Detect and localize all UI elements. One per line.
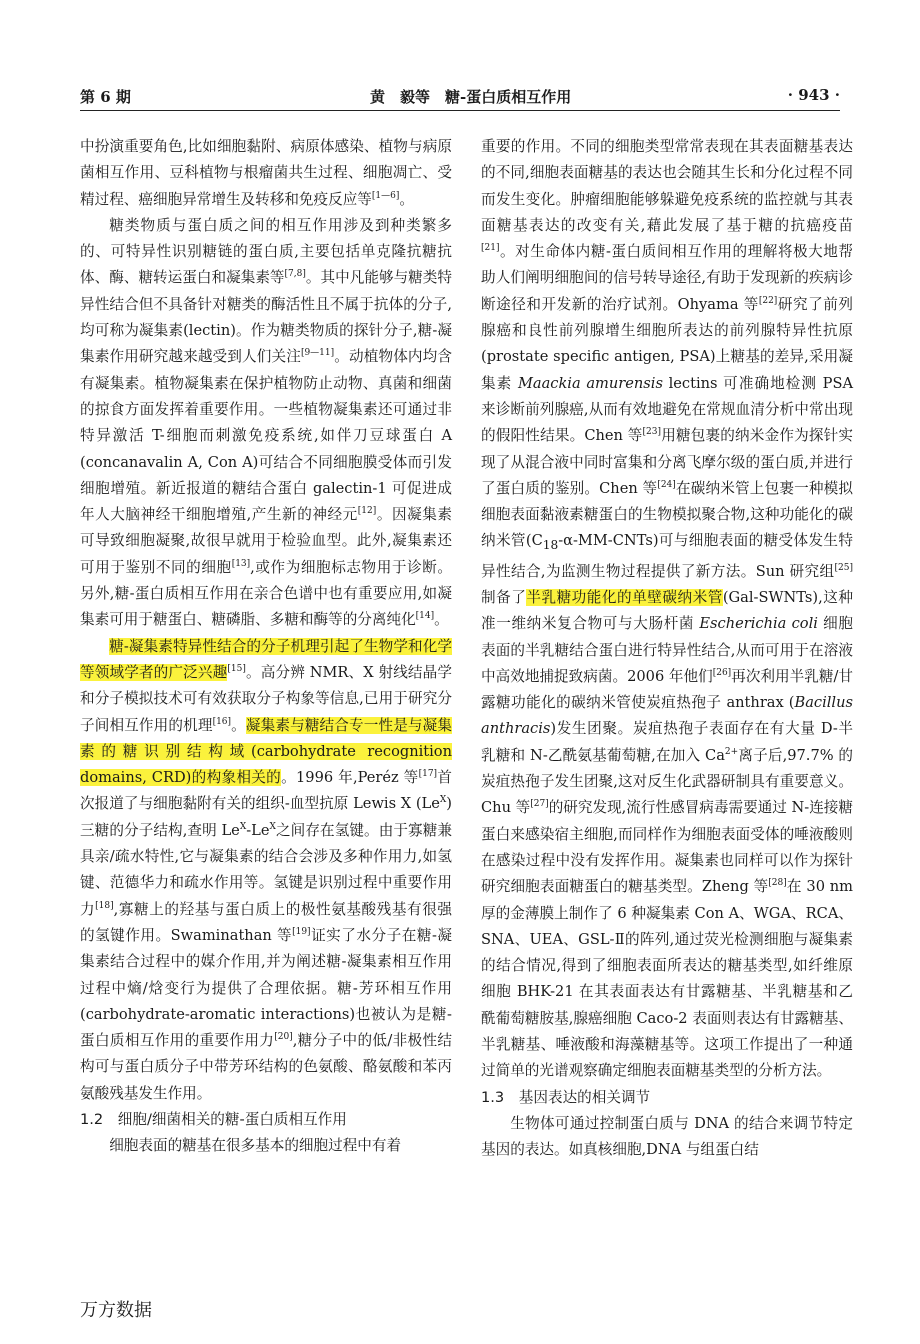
paragraph: 细胞表面的糖基在很多基本的细胞过程中有着 — [109, 1137, 402, 1155]
page-number: · 943 · — [787, 86, 840, 104]
citation[interactable]: [1—6] — [371, 190, 400, 201]
header-rule — [80, 110, 840, 111]
citation[interactable]: [19] — [292, 926, 311, 937]
citation[interactable]: [15] — [227, 663, 246, 674]
citation[interactable]: [7,8] — [284, 269, 306, 280]
citation[interactable]: [24] — [657, 479, 676, 490]
section-heading: 1.3 基因表达的相关调节 — [481, 1088, 651, 1106]
running-header — [80, 86, 840, 108]
running-title: 黄 毅等 糖-蛋白质相互作用 — [370, 88, 572, 106]
highlighted-text: 半乳糖功能化的单壁碳纳米管 — [526, 588, 723, 606]
watermark-text: 万方数据 — [80, 1300, 152, 1321]
citation[interactable]: [21] — [481, 243, 500, 254]
citation[interactable]: [12] — [357, 506, 377, 517]
citation[interactable]: [23] — [642, 427, 662, 438]
citation[interactable]: [28] — [768, 878, 787, 889]
citation[interactable]: [27] — [530, 799, 549, 810]
left-column — [80, 134, 452, 1160]
paragraph: 糖类物质与蛋白质之间的相互作用涉及到种类繁多的、可特异性识别糖链的蛋白质,主要包括单克隆抗糖抗体、酶、糖转运蛋白和凝集素等[7,8]。其中凡能够与糖类特异性结合但不具备针对糖类的酶活性且不属于抗体的分子,均可称为凝集素(lectin)。作为糖类物质的探针分子,糖-凝集素作用研究越来越受到人们关注[9—11]。动植物体内均含有凝集素。植物凝集素在保护植物防止动物、真菌和细菌的掠食方面发挥着重要作用。一些植物凝集素还可通过非特异激活 T-细胞而刺激免疫系统,如伴刀豆球蛋白 A (concanavalin A, Con A)可结合不同细胞膜受体而引发细胞增殖。新近报道的糖结合蛋白 galectin-1 可促进成年人大脑神经干细胞增殖,产生新的神经元[12]。因凝集素可导致细胞凝聚,故很早就用于检验血型。此外,凝集素还可用于鉴别不同的细胞[13],或作为细胞标志物用于诊断。另外,糖-蛋白质相互作用在亲合色谱中也有重要应用,如凝集素可用于糖蛋白、糖磷脂、多糖和酶等的分离纯化[14]。 — [80, 216, 452, 629]
citation[interactable]: [13] — [231, 558, 251, 569]
paragraph: 生物体可通过控制蛋白质与 DNA 的结合来调节特定基因的表达。如真核细胞,DNA 与组蛋白结 — [481, 1114, 853, 1159]
issue-number: 第 6 期 — [80, 88, 131, 106]
citation[interactable]: [17] — [418, 769, 438, 780]
citation[interactable]: [18] — [95, 900, 114, 911]
citation[interactable]: [20] — [274, 1032, 293, 1043]
citation[interactable]: [9—11] — [300, 348, 335, 359]
paragraph: 糖-凝集素特异性结合的分子机理引起了生物学和化学等领域学者的广泛兴趣[15]。高分辨 NMR、X 射线结晶学和分子模拟技术可有效获取分子构象等信息,已用于研究分子间相互作用的机理[16]。凝集素与糖结合专一性是与凝集素的糖识别结构域(carbohydrate recognition domains, CRD)的构象相关的。1996 年,Peréz 等[17]首次报道了与细胞黏附有关的组织-血型抗原 Lewis X $(Le^X)$三糖的分子结构,查明 $Le^X-Le^X$之间存在氢键。由于寡糖兼具亲/疏水特性,它与凝集素的结合会涉及多种作用力,如氢键、范德华力和疏水作用等。氢键是识别过程中重要作用力[18],寡糖上的羟基与蛋白质上的极性氨基酸残基有很强的氢键作用。Swaminathan 等[19]证实了水分子在糖-凝集素结合过程中的媒介作用,并为阐述糖-凝集素相互作用过程中熵/焓变行为提供了合理依据。糖-芳环相互作用(carbohydrate-aromatic interactions)也被认为是糖-蛋白质相互作用的重要作用力[20],糖分子中的低/非极性结构可与蛋白质分子中带芳环结构的色氨酸、酪氨酸和苯丙氨酸残基发生作用。 — [80, 637, 452, 1102]
citation[interactable]: [25] — [834, 562, 853, 573]
right-column — [481, 134, 853, 1163]
paragraph: 中扮演重要角色,比如细胞黏附、病原体感染、植物与病原菌相互作用、豆科植物与根瘤菌共生过程、细胞凋亡、受精过程、癌细胞异常增生及转移和免疫反应等[1—6]。 — [80, 138, 452, 208]
paragraph: 重要的作用。不同的细胞类型常常表现在其表面糖基表达的不同,细胞表面糖基的表达也会随其生长和分化过程不同而发生变化。肿瘤细胞能够躲避免疫系统的监控就与其表面糖基表达的改变有关,藉此发展了基于糖的抗癌疫苗[21]。对生命体内糖-蛋白质间相互作用的理解将极大地帮助人们阐明细胞间的信号转导途径,有助于发现新的疾病诊断途径和开发新的治疗试剂。Ohyama 等[22]研究了前列腺癌和良性前列腺增生细胞所表达的前列腺特异性抗原(prostate specific antigen, PSA)上糖基的差异,采用凝集素 Maackia amurensis lectins 可准确地检测 PSA 来诊断前列腺癌,从而有效地避免在常规血清分析中常出现的假阳性结果。Chen 等[23]用糖包裹的纳米金作为探针实现了从混合液中同时富集和分离飞摩尔级的蛋白质,并进行了蛋白质的鉴别。Chen 等[24]在碳纳米管上包裹一种模拟细胞表面黏液素糖蛋白的生物模拟聚合物,这种功能化的碳纳米管$(C_{18}-\alpha-MM-CNTs)$可与细胞表面的糖受体发生特异性结合,为监测生物过程提供了新方法。Sun 研究组[25]制备了半乳糖功能化的单壁碳纳米管(Gal-SWNTs),这种准一维纳米复合物可与大肠杆菌 Escherichia coli 细胞表面的半乳糖结合蛋白进行特异性结合,从而可用于在溶液中高效地捕捉致病菌。2006 年他们[26]再次利用半乳糖/甘露糖功能化的碳纳米管使炭疽热孢子 anthrax (Bacillus anthracis)发生团聚。炭疽热孢子表面存在有大量 D-半乳糖和 N-乙酰氨基葡萄糖,在加入 $Ca^{2+}$离子后,97.7% 的炭疽热孢子发生团聚,这对反生化武器研制具有重要意义。Chu 等[27]的研究发现,流行性感冒病毒需要通过 N-连接糖蛋白来感染宿主细胞,而同样作为细胞表面受体的唾液酸则在感染过程中没有发挥作用。凝集素也同样可以作为探针研究细胞表面糖蛋白的糖基类型。Zheng 等[28]在 30 nm 厚的金薄膜上制作了 6 种凝集素 Con A、WGA、RCA、SNA、UEA、GSL-Ⅱ的阵列,通过荧光检测细胞与凝集素的结合情况,得到了细胞表面所表达的糖基类型,如纤维原细胞 BHK-21 在其表面表达有甘露糖基、半乳糖基和乙酰葡萄糖胺基,腺癌细胞 Caco-2 表面则表达有甘露糖基、半乳糖基、唾液酸和海藻糖基等。这项工作提出了一种通过简单的光谱观察确定细胞表面糖基类型的分析方法。 — [481, 138, 854, 1080]
highlighted-text: 凝集素与糖结合专一性是与凝集素的糖识别结构域(carbohydrate recognition domains, CRD)的构象相关的 — [80, 716, 452, 787]
citation[interactable]: [14] — [415, 611, 435, 622]
highlighted-text: 糖-凝集素特异性结合的分子机理引起了生物学和化学等领域学者的广泛兴趣 — [80, 637, 452, 681]
citation[interactable]: [22] — [758, 295, 778, 306]
section-heading: 1.2 细胞/细菌相关的糖-蛋白质相互作用 — [80, 1110, 347, 1128]
citation[interactable]: [26] — [712, 667, 732, 678]
citation[interactable]: [16] — [212, 716, 232, 727]
